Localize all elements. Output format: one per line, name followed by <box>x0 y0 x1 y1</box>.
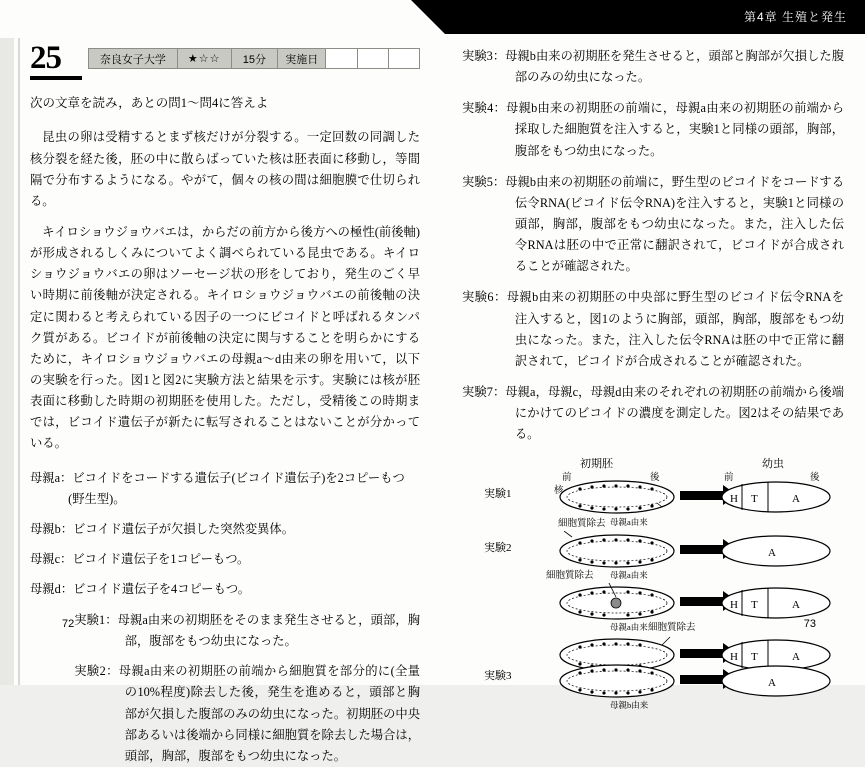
chapter-title: 第4章 生殖と発生 <box>743 10 847 24</box>
embryo-source-3: 母親a由来 <box>610 622 648 633</box>
figure-row-label-1: 実験1 <box>484 488 512 501</box>
svg-text:T: T <box>751 651 758 664</box>
svg-text:A: A <box>792 493 800 506</box>
instruction-text: 次の文章を読み，あとの問1〜問4に答えよ <box>30 96 269 110</box>
embryo-source-5: 母親b由来 <box>610 700 649 711</box>
meta-date-label: 実施日 <box>278 49 326 68</box>
larva-shape-1 <box>720 477 832 517</box>
svg-text:A: A <box>768 677 776 690</box>
problem-titlebar <box>30 40 420 80</box>
figure-arrow-4 <box>680 649 724 658</box>
problem-number: 25 <box>30 40 61 76</box>
figure-col-head-embryo: 初期胚 <box>580 458 613 471</box>
removal-note-2: 細胞質除去 <box>546 571 594 582</box>
page-gutter <box>0 0 14 685</box>
embryo-source-1: 母親a由来 <box>610 517 648 528</box>
svg-text:H: H <box>730 599 738 612</box>
figure-row-label-2: 実験2 <box>484 542 512 555</box>
meta-date-blank-3[interactable] <box>389 49 419 68</box>
experiment-1: 実験1：母親a由来の初期胚をそのまま発生させると，頭部，胸部，腹部をもつ幼虫になった。 <box>74 612 420 649</box>
body-paragraph-2: キイロショウジョウバエは，からだの前方から後方への極性(前後軸)が形成されるしくみについてよく調べられている昆虫である。キイロショウジョウバエの卵はソーセージ状の形をしており，発生のごく早い時期に前後軸が決定される。キイロショウジョウバエの前後軸の決定に関わると考えられている因子の一つにビコイドと呼ばれるタンパク質がある。ビコイドが前後軸の決定に関与することを明らかにするために，キイロショウジョウバエの母親a〜d由来の卵を用いて，以下の実験を行った。図1と図2に実験方法と結果を示す。実験には核が胚表面に移動した時期の初期胚を使用した。ただし，受精後この時期までは，ビコイド遺伝子が新たに転写されることはないことが分かっている。 <box>30 224 420 451</box>
page-header <box>0 0 865 38</box>
embryo-shape-2 <box>558 531 676 571</box>
embryo-shape-1 <box>558 477 676 517</box>
figure-1 <box>462 455 844 711</box>
figure-arrow-1 <box>680 491 724 500</box>
svg-text:T: T <box>751 599 758 612</box>
meta-difficulty: ★☆☆ <box>178 49 232 68</box>
larva-shape-2 <box>720 531 832 571</box>
page-number-left: 72 <box>62 618 75 630</box>
svg-text:H: H <box>730 651 738 664</box>
experiment-3: 実験3：母親b由来の初期胚を発生させると，頭部と胸部が欠損した腹部のみの幼虫になった。 <box>462 49 844 85</box>
embryo-back-label: 後 <box>650 473 660 484</box>
larva-front-label: 前 <box>724 473 734 484</box>
experiment-4: 実験4：母親b由来の初期胚の前端に，母親a由来の初期胚の前端から採取した細胞質を注入すると，実験1と同様の頭部，胸部，腹部をもつ幼虫になった。 <box>462 101 844 158</box>
experiment-7: 実験7：母親a，母親c，母親d由来のそれぞれの初期胚の前端から後端にかけてのビコイドの濃度を測定した。図2はその結果である。 <box>462 384 844 442</box>
larva-shape-5 <box>720 661 832 701</box>
figure-col-head-larva: 幼虫 <box>762 458 784 471</box>
embryo-shape-5 <box>558 661 676 701</box>
larva-back-label: 後 <box>810 473 820 484</box>
list-item: 母親b：ビコイド遺伝子が欠損した突然変異体。 <box>30 522 295 537</box>
experiment-6: 実験6：母親b由来の初期胚の中央部に野生型のビコイド伝令RNAを注入すると，図1のように胸部，頭部，胸部，腹部をもつ幼虫になった。また，注入した伝令RNAは胚の中で正常に翻訳されて，ビコイドが合成されることが確認された。 <box>462 290 844 368</box>
page-number-right: 73 <box>803 618 816 630</box>
embryo-shape-3 <box>558 583 676 623</box>
nucleus-label: 核 <box>554 486 564 497</box>
svg-text:A: A <box>792 599 800 612</box>
experiment-5: 実験5：母親b由来の初期胚の前端に，野生型のビコイドをコードする伝令RNA(ビコイド伝令RNA)を注入すると，実験1と同様の頭部，胸部，腹部をもつ幼虫になった。また，注入した伝令RNAは胚の中で正常に翻訳されて，ビコイドが合成されることが確認された。 <box>462 174 844 274</box>
list-item: 母親a：ビコイドをコードする遺伝子(ビコイド遺伝子)を2コピーもつ(野生型)。 <box>30 471 405 507</box>
removal-note-1: 細胞質除去 <box>558 519 606 530</box>
list-item: 母親c：ビコイド遺伝子を1コピーもつ。 <box>30 552 250 567</box>
body-paragraph-1: 昆虫の卵は受精するとまず核だけが分裂する。一定回数の同調した核分裂を経た後，胚の中に散らばっていた核は胚表面に移動し，等間隔で分布するようになる。やがて，個々の核の間は細胞膜で仕切られる。 <box>30 130 420 208</box>
page-spine-line <box>18 0 20 685</box>
removal-note-3: 細胞質除去 <box>648 623 696 634</box>
figure-arrow-2 <box>680 545 724 554</box>
meta-university: 奈良女子大学 <box>89 49 178 68</box>
mother-list <box>30 468 420 599</box>
list-item: 母親d：ビコイド遺伝子を4コピーもつ。 <box>30 582 250 597</box>
figure-arrow-3 <box>680 597 724 606</box>
svg-text:A: A <box>768 547 776 560</box>
right-column <box>462 46 844 711</box>
svg-text:T: T <box>751 493 758 506</box>
figure-row-label-3: 実験3 <box>484 670 512 683</box>
svg-text:H: H <box>730 493 738 506</box>
left-column <box>30 40 420 763</box>
embryo-front-label: 前 <box>562 473 572 484</box>
problem-number-rule <box>30 76 82 80</box>
meta-time: 15分 <box>232 49 279 68</box>
meta-date-blank-1[interactable] <box>326 49 357 68</box>
meta-date-blank-2[interactable] <box>358 49 389 68</box>
figure-arrow-5 <box>680 675 724 684</box>
experiment-2: 実験2：母親a由来の初期胚の前端から細胞質を部分的に(全量の10%程度)除去した後，発生を進めると，頭部と胸部が欠損した腹部のみの幼虫になった。初期胚の中央部あるいは後端から同様に細胞質を除去した場合は，頭部，胸部，腹部をもつ幼虫になった。 <box>74 664 420 763</box>
embryo-source-2: 母親a由来 <box>610 570 648 581</box>
problem-meta <box>88 48 420 69</box>
svg-text:A: A <box>792 651 800 664</box>
